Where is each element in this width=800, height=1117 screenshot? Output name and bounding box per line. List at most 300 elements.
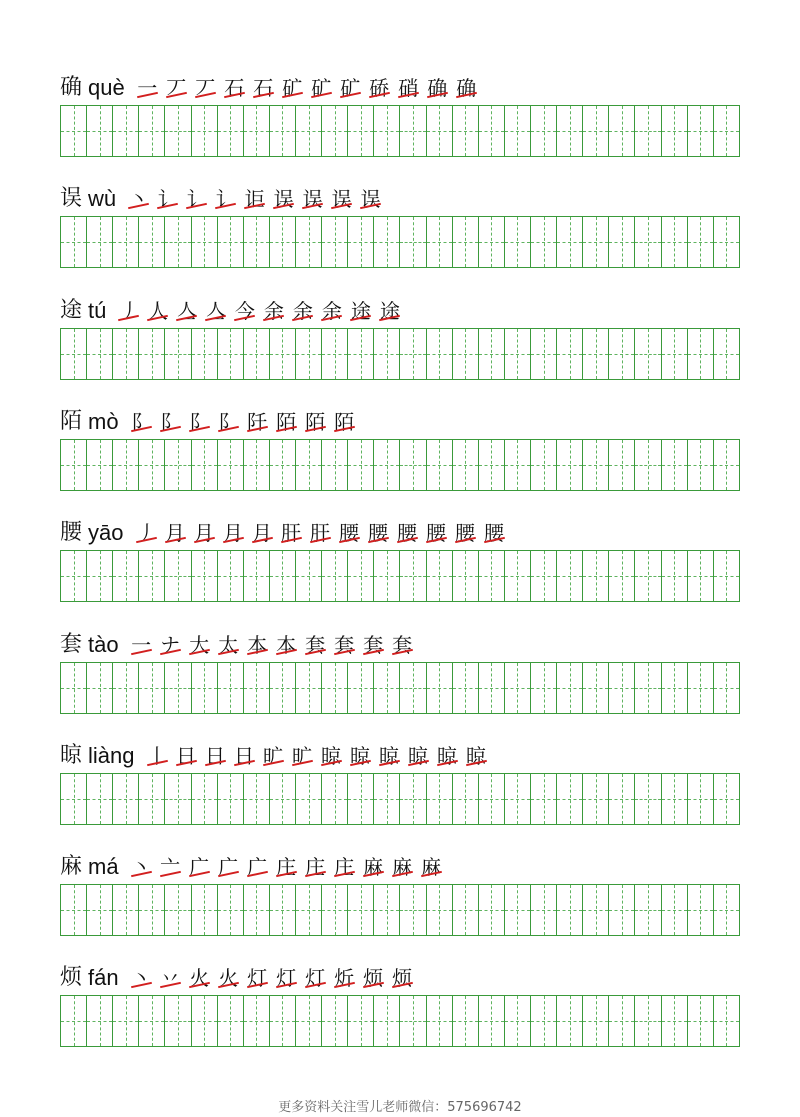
practice-row [60, 841, 740, 941]
grid-cell[interactable] [505, 551, 531, 601]
character: 烦 [60, 965, 83, 991]
stroke-glyph: 矿 [340, 76, 361, 100]
stroke-step [172, 742, 201, 770]
grid-cell[interactable] [348, 440, 374, 490]
grid-cell[interactable] [374, 885, 400, 935]
grid-cell[interactable] [609, 217, 635, 267]
grid-cell[interactable] [505, 774, 531, 824]
grid-cell[interactable] [583, 106, 609, 156]
grid-cell[interactable] [583, 663, 609, 713]
grid-cell[interactable] [244, 440, 270, 490]
grid-cell[interactable] [322, 106, 348, 156]
stroke-glyph: 亼 [176, 298, 197, 323]
stroke-step [182, 185, 211, 213]
stroke-step [243, 853, 272, 881]
grid-cell[interactable] [244, 551, 270, 601]
grid-cell[interactable] [374, 774, 400, 824]
grid-cell[interactable] [557, 996, 583, 1046]
grid-cell[interactable] [61, 885, 87, 935]
grid-cell[interactable] [113, 551, 139, 601]
character: 确 [60, 75, 83, 100]
grid-cell[interactable] [139, 996, 165, 1046]
grid-cell[interactable] [557, 217, 583, 267]
grid-cell[interactable] [61, 774, 87, 824]
grid-cell[interactable] [453, 329, 479, 379]
grid-cell[interactable] [61, 217, 87, 267]
grid-cell[interactable] [113, 774, 139, 824]
grid-cell[interactable] [453, 106, 479, 156]
grid-cell[interactable] [165, 551, 191, 601]
grid-cell[interactable] [348, 551, 374, 601]
grid-cell[interactable] [714, 996, 739, 1046]
grid-cell[interactable] [218, 329, 244, 379]
grid-cell[interactable] [427, 996, 453, 1046]
grid-cell[interactable] [218, 551, 244, 601]
grid-cell[interactable] [662, 551, 688, 601]
grid-cell[interactable] [192, 440, 218, 490]
grid-cell[interactable] [609, 774, 635, 824]
grid-cell[interactable] [322, 774, 348, 824]
grid-cell[interactable] [635, 885, 661, 935]
stroke-step [133, 74, 162, 102]
grid-cell[interactable] [322, 885, 348, 935]
grid-cell[interactable] [244, 774, 270, 824]
grid-cell[interactable] [244, 217, 270, 267]
grid-cell[interactable] [479, 774, 505, 824]
grid-cell[interactable] [531, 217, 557, 267]
row-header [60, 62, 481, 102]
stroke-step [375, 742, 404, 770]
pinyin: tú [88, 297, 107, 323]
grid-cell[interactable] [453, 551, 479, 601]
grid-cell[interactable] [583, 885, 609, 935]
grid-cell[interactable] [374, 996, 400, 1046]
grid-cell[interactable] [688, 663, 714, 713]
grid-cell[interactable] [557, 440, 583, 490]
grid-cell[interactable] [505, 885, 531, 935]
grid-cell[interactable] [609, 440, 635, 490]
stroke-glyph: 灯 [247, 966, 268, 991]
grid-cell[interactable] [427, 551, 453, 601]
stroke-glyph: 晾 [350, 743, 370, 768]
grid-cell[interactable] [531, 996, 557, 1046]
grid-cell[interactable] [714, 774, 739, 824]
stroke-glyph: 肝 [310, 521, 330, 546]
grid-cell[interactable] [714, 663, 739, 713]
grid-cell[interactable] [453, 217, 479, 267]
grid-cell[interactable] [139, 440, 165, 490]
grid-cell[interactable] [61, 663, 87, 713]
stroke-glyph: 讠 [186, 187, 207, 212]
grid-cell[interactable] [348, 106, 374, 156]
grid-cell[interactable] [113, 885, 139, 935]
stroke-step [451, 519, 480, 547]
grid-cell[interactable] [427, 885, 453, 935]
grid-cell[interactable] [400, 217, 426, 267]
stroke-step [423, 74, 452, 102]
grid-cell[interactable] [139, 663, 165, 713]
grid-cell[interactable] [218, 440, 244, 490]
grid-cell[interactable] [244, 885, 270, 935]
grid-cell[interactable] [113, 996, 139, 1046]
stroke-glyph: 晾 [466, 743, 486, 768]
grid-cell[interactable] [296, 551, 322, 601]
grid-cell[interactable] [427, 217, 453, 267]
grid-cell[interactable] [218, 996, 244, 1046]
grid-cell[interactable] [374, 551, 400, 601]
grid-cell[interactable] [165, 885, 191, 935]
grid-cell[interactable] [218, 663, 244, 713]
grid-cell[interactable] [688, 996, 714, 1046]
grid-cell[interactable] [270, 329, 296, 379]
grid-cell[interactable] [557, 329, 583, 379]
grid-cell[interactable] [583, 440, 609, 490]
grid-cell[interactable] [662, 440, 688, 490]
grid-cell[interactable] [583, 996, 609, 1046]
grid-cell[interactable] [218, 885, 244, 935]
grid-cell[interactable] [505, 106, 531, 156]
writing-grid [60, 328, 740, 380]
grid-cell[interactable] [374, 106, 400, 156]
grid-cell[interactable] [322, 217, 348, 267]
grid-cell[interactable] [139, 329, 165, 379]
grid-cell[interactable] [635, 217, 661, 267]
grid-cell[interactable] [165, 996, 191, 1046]
grid-cell[interactable] [61, 329, 87, 379]
grid-cell[interactable] [348, 217, 374, 267]
practice-row [60, 507, 740, 607]
grid-cell[interactable] [557, 663, 583, 713]
grid-cell[interactable] [270, 885, 296, 935]
stroke-glyph: 丆 [195, 76, 216, 100]
grid-cell[interactable] [296, 774, 322, 824]
grid-cell[interactable] [192, 106, 218, 156]
stroke-glyph: 确 [427, 76, 448, 100]
grid-cell[interactable] [505, 663, 531, 713]
grid-cell[interactable] [61, 996, 87, 1046]
row-header [60, 507, 509, 547]
grid-cell[interactable] [348, 996, 374, 1046]
grid-cell[interactable] [218, 106, 244, 156]
grid-cell[interactable] [531, 663, 557, 713]
stroke-step [156, 964, 185, 992]
grid-cell[interactable] [557, 106, 583, 156]
grid-cell[interactable] [400, 551, 426, 601]
grid-cell[interactable] [87, 329, 113, 379]
grid-cell[interactable] [113, 106, 139, 156]
grid-cell[interactable] [244, 996, 270, 1046]
grid-cell[interactable] [322, 329, 348, 379]
grid-cell[interactable] [192, 217, 218, 267]
stroke-step [240, 185, 269, 213]
grid-cell[interactable] [557, 885, 583, 935]
grid-cell[interactable] [296, 885, 322, 935]
grid-cell[interactable] [139, 885, 165, 935]
grid-cell[interactable] [296, 329, 322, 379]
character: 途 [60, 297, 83, 323]
grid-cell[interactable] [453, 996, 479, 1046]
grid-cell[interactable] [374, 663, 400, 713]
grid-cell[interactable] [635, 774, 661, 824]
grid-cell[interactable] [192, 551, 218, 601]
stroke-glyph: 确 [456, 76, 477, 100]
grid-cell[interactable] [244, 663, 270, 713]
grid-cell[interactable] [113, 329, 139, 379]
grid-cell[interactable] [374, 217, 400, 267]
writing-grid [60, 550, 740, 602]
grid-cell[interactable] [531, 440, 557, 490]
stroke-step [288, 742, 317, 770]
stroke-glyph: 讵 [244, 187, 265, 212]
grid-cell[interactable] [270, 106, 296, 156]
stroke-glyph: 广 [189, 855, 210, 880]
grid-cell[interactable] [557, 774, 583, 824]
grid-cell[interactable] [609, 329, 635, 379]
grid-cell[interactable] [400, 440, 426, 490]
grid-cell[interactable] [270, 663, 296, 713]
grid-cell[interactable] [479, 551, 505, 601]
grid-cell[interactable] [505, 217, 531, 267]
stroke-step [248, 519, 277, 547]
grid-cell[interactable] [714, 885, 739, 935]
grid-cell[interactable] [113, 440, 139, 490]
stroke-step [185, 631, 214, 659]
pinyin: mò [88, 408, 119, 434]
stroke-step [278, 74, 307, 102]
grid-cell[interactable] [400, 996, 426, 1046]
grid-cell[interactable] [400, 329, 426, 379]
grid-cell[interactable] [635, 106, 661, 156]
grid-cell[interactable] [192, 663, 218, 713]
grid-cell[interactable] [87, 996, 113, 1046]
grid-cell[interactable] [662, 774, 688, 824]
grid-cell[interactable] [688, 551, 714, 601]
grid-cell[interactable] [61, 106, 87, 156]
grid-cell[interactable] [688, 885, 714, 935]
grid-cell[interactable] [453, 440, 479, 490]
grid-cell[interactable] [583, 329, 609, 379]
grid-cell[interactable] [374, 440, 400, 490]
grid-cell[interactable] [427, 440, 453, 490]
stroke-step [127, 853, 156, 881]
grid-cell[interactable] [662, 663, 688, 713]
grid-cell[interactable] [635, 551, 661, 601]
stroke-glyph: 本 [276, 632, 297, 657]
grid-cell[interactable] [714, 551, 739, 601]
grid-cell[interactable] [87, 106, 113, 156]
grid-cell[interactable] [87, 217, 113, 267]
grid-cell[interactable] [165, 774, 191, 824]
grid-cell[interactable] [583, 551, 609, 601]
grid-cell[interactable] [583, 774, 609, 824]
footer-note: 更多资料关注雪儿老师微信：575696742 [278, 1100, 522, 1115]
grid-cell[interactable] [531, 551, 557, 601]
grid-cell[interactable] [87, 774, 113, 824]
grid-cell[interactable] [714, 329, 739, 379]
grid-cell[interactable] [192, 774, 218, 824]
stroke-step [277, 519, 306, 547]
grid-cell[interactable] [296, 217, 322, 267]
stroke-step [365, 74, 394, 102]
grid-cell[interactable] [714, 440, 739, 490]
grid-cell[interactable] [348, 774, 374, 824]
grid-cell[interactable] [662, 217, 688, 267]
grid-cell[interactable] [270, 551, 296, 601]
grid-cell[interactable] [479, 106, 505, 156]
stroke-step [185, 964, 214, 992]
grid-cell[interactable] [87, 663, 113, 713]
grid-cell[interactable] [609, 663, 635, 713]
pinyin: què [88, 75, 125, 100]
grid-cell[interactable] [505, 329, 531, 379]
stroke-order [132, 519, 509, 547]
grid-cell[interactable] [479, 885, 505, 935]
grid-cell[interactable] [479, 663, 505, 713]
pinyin: wù [88, 186, 117, 212]
grid-cell[interactable] [400, 885, 426, 935]
stroke-order [127, 964, 417, 992]
grid-cell[interactable] [87, 885, 113, 935]
grid-cell[interactable] [531, 885, 557, 935]
grid-cell[interactable] [270, 217, 296, 267]
stroke-step [124, 185, 153, 213]
practice-row [60, 396, 740, 496]
grid-cell[interactable] [113, 217, 139, 267]
stroke-step [214, 631, 243, 659]
grid-cell[interactable] [139, 551, 165, 601]
stroke-glyph: 丿 [118, 298, 139, 323]
grid-cell[interactable] [688, 106, 714, 156]
grid-cell[interactable] [165, 106, 191, 156]
grid-cell[interactable] [662, 996, 688, 1046]
grid-cell[interactable] [662, 329, 688, 379]
grid-cell[interactable] [688, 440, 714, 490]
grid-cell[interactable] [557, 551, 583, 601]
grid-cell[interactable] [322, 440, 348, 490]
stroke-step [269, 185, 298, 213]
grid-cell[interactable] [296, 106, 322, 156]
grid-cell[interactable] [427, 106, 453, 156]
grid-cell[interactable] [635, 996, 661, 1046]
grid-cell[interactable] [635, 440, 661, 490]
grid-cell[interactable] [165, 440, 191, 490]
grid-cell[interactable] [479, 329, 505, 379]
grid-cell[interactable] [192, 885, 218, 935]
grid-cell[interactable] [427, 774, 453, 824]
grid-cell[interactable] [139, 106, 165, 156]
stroke-glyph: 晾 [379, 743, 399, 768]
stroke-step [301, 964, 330, 992]
stroke-glyph: 麻 [392, 855, 413, 880]
grid-cell[interactable] [400, 774, 426, 824]
stroke-glyph: 丶 [131, 966, 152, 991]
stroke-glyph: 麻 [363, 855, 384, 880]
grid-cell[interactable] [714, 217, 739, 267]
grid-cell[interactable] [296, 663, 322, 713]
grid-cell[interactable] [244, 106, 270, 156]
grid-cell[interactable] [270, 996, 296, 1046]
grid-cell[interactable] [270, 440, 296, 490]
grid-cell[interactable] [296, 440, 322, 490]
grid-cell[interactable] [87, 551, 113, 601]
grid-cell[interactable] [322, 663, 348, 713]
grid-cell[interactable] [609, 885, 635, 935]
grid-cell[interactable] [218, 217, 244, 267]
grid-cell[interactable] [453, 774, 479, 824]
grid-cell[interactable] [374, 329, 400, 379]
grid-cell[interactable] [87, 440, 113, 490]
grid-cell[interactable] [192, 329, 218, 379]
grid-cell[interactable] [662, 106, 688, 156]
stroke-step [388, 853, 417, 881]
grid-cell[interactable] [609, 106, 635, 156]
grid-cell[interactable] [583, 217, 609, 267]
stroke-step [156, 408, 185, 436]
grid-cell[interactable] [400, 663, 426, 713]
grid-cell[interactable] [688, 774, 714, 824]
stroke-step [220, 74, 249, 102]
grid-cell[interactable] [505, 440, 531, 490]
stroke-step [330, 853, 359, 881]
grid-cell[interactable] [348, 885, 374, 935]
grid-cell[interactable] [61, 551, 87, 601]
grid-cell[interactable] [479, 996, 505, 1046]
grid-cell[interactable] [139, 217, 165, 267]
stroke-step [301, 853, 330, 881]
grid-cell[interactable] [505, 996, 531, 1046]
stroke-glyph: 丆 [166, 76, 187, 100]
grid-cell[interactable] [453, 885, 479, 935]
grid-cell[interactable] [662, 885, 688, 935]
grid-cell[interactable] [609, 996, 635, 1046]
grid-cell[interactable] [113, 663, 139, 713]
grid-cell[interactable] [322, 996, 348, 1046]
grid-cell[interactable] [165, 217, 191, 267]
grid-cell[interactable] [635, 663, 661, 713]
grid-cell[interactable] [400, 106, 426, 156]
grid-cell[interactable] [531, 106, 557, 156]
grid-cell[interactable] [165, 329, 191, 379]
grid-cell[interactable] [531, 329, 557, 379]
grid-cell[interactable] [322, 551, 348, 601]
grid-cell[interactable] [218, 774, 244, 824]
grid-cell[interactable] [192, 996, 218, 1046]
grid-cell[interactable] [688, 217, 714, 267]
grid-cell[interactable] [453, 663, 479, 713]
grid-cell[interactable] [635, 329, 661, 379]
stroke-glyph: 烦 [363, 966, 384, 991]
grid-cell[interactable] [531, 774, 557, 824]
grid-cell[interactable] [348, 663, 374, 713]
grid-cell[interactable] [244, 329, 270, 379]
grid-cell[interactable] [427, 329, 453, 379]
stroke-step [214, 853, 243, 881]
grid-cell[interactable] [348, 329, 374, 379]
grid-cell[interactable] [427, 663, 453, 713]
grid-cell[interactable] [296, 996, 322, 1046]
stroke-step [394, 74, 423, 102]
grid-cell[interactable] [61, 440, 87, 490]
grid-cell[interactable] [165, 663, 191, 713]
grid-cell[interactable] [688, 329, 714, 379]
grid-cell[interactable] [479, 440, 505, 490]
grid-cell[interactable] [714, 106, 739, 156]
grid-cell[interactable] [479, 217, 505, 267]
grid-cell[interactable] [609, 551, 635, 601]
stroke-glyph: 套 [305, 632, 326, 657]
grid-cell[interactable] [270, 774, 296, 824]
grid-cell[interactable] [139, 774, 165, 824]
